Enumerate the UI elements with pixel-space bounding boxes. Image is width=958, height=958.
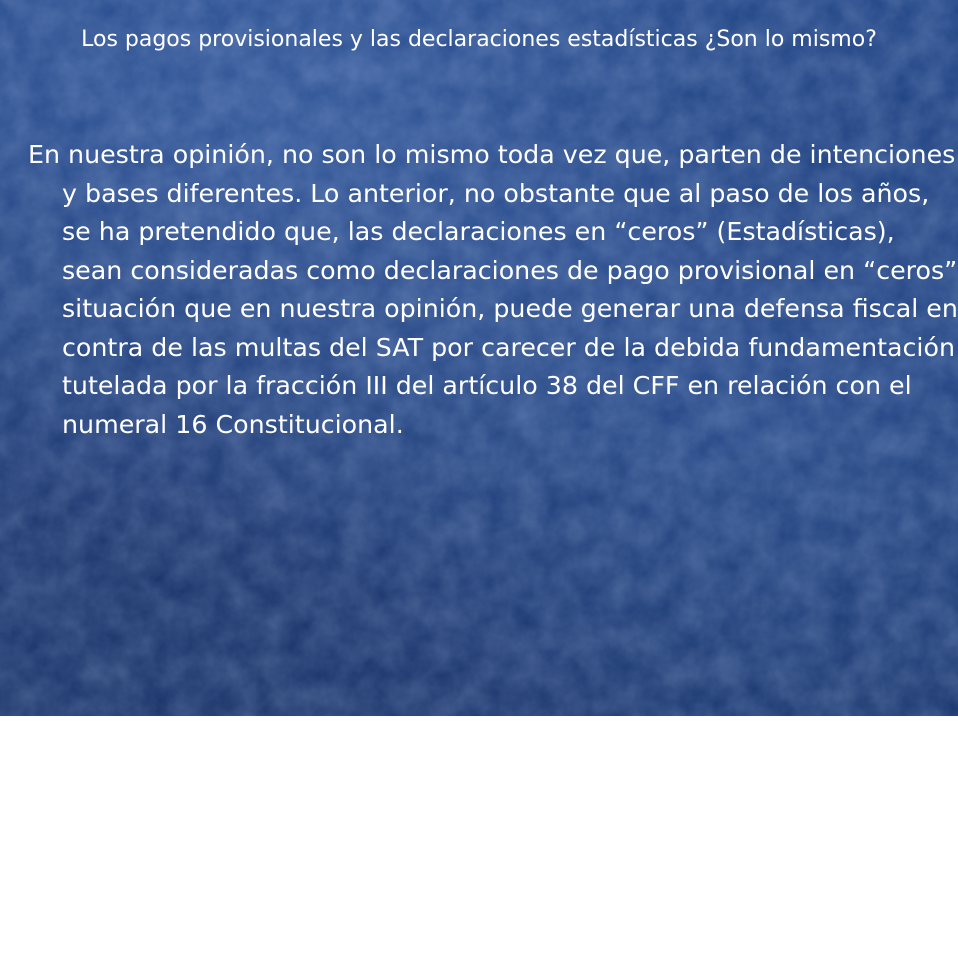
blank-area bbox=[0, 716, 958, 958]
slide-title: Los pagos provisionales y las declaraciones estadísticas ¿Son lo mismo? bbox=[81, 27, 877, 52]
slide-body-text: En nuestra opinión, no son lo mismo toda vez que, parten de intenciones y bases diferentes. Lo anterior, no obstante que al paso de los años, se ha pretendido que, las declaraciones en “ceros” (Estadísticas), sean consideradas como declaraciones de pago provisional en “ceros” situación que en nuestra opinión, puede generar una defensa fiscal en contra de las multas del SAT por carecer de la debida fundamentación tutelada por la fracción III del artículo 38 del CFF en relación con el numeral 16 Constitucional. bbox=[28, 140, 958, 439]
